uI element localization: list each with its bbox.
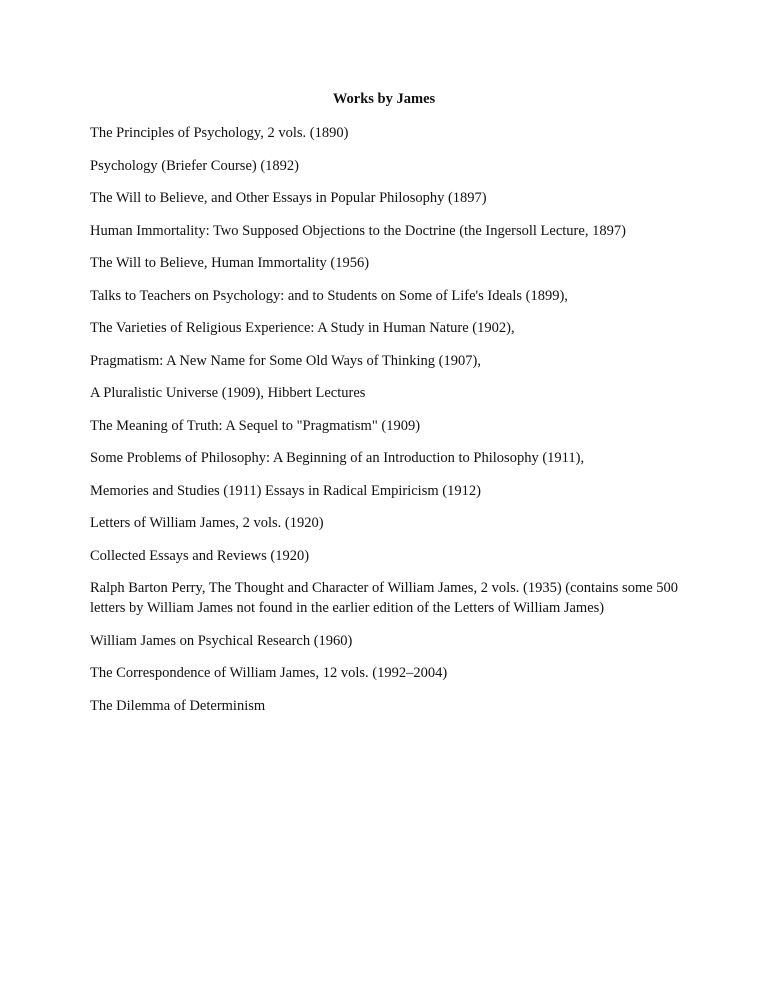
work-item: Some Problems of Philosophy: A Beginning of an Introduction to Philosophy (1911), <box>90 450 585 466</box>
works-list <box>90 123 690 728</box>
work-item: Ralph Barton Perry, The Thought and Character of William James, 2 vols. (1935) (contains some 500 letters by William James not found in the earlier edition of the Letters of William James) <box>90 580 679 616</box>
page-title: Works by James <box>332 91 436 107</box>
work-item: The Will to Believe, Human Immortality (1956) <box>90 255 370 271</box>
work-item: Human Immortality: Two Supposed Objections to the Doctrine (the Ingersoll Lecture, 1897) <box>90 222 626 239</box>
work-item: Talks to Teachers on Psychology: and to Students on Some of Life's Ideals (1899), <box>90 287 568 304</box>
work-item: Collected Essays and Reviews (1920) <box>90 547 310 564</box>
work-item: Psychology (Briefer Course) (1892) <box>90 157 299 174</box>
work-item: A Pluralistic Universe (1909), Hibbert Lectures <box>90 385 366 401</box>
work-item: The Principles of Psychology, 2 vols. (1890) <box>90 125 349 141</box>
work-item: Memories and Studies (1911) Essays in Radical Empiricism (1912) <box>90 482 481 499</box>
work-item: The Meaning of Truth: A Sequel to "Pragmatism" (1909) <box>90 417 421 434</box>
work-item: The Dilemma of Determinism <box>90 697 266 714</box>
work-item: The Will to Believe, and Other Essays in Popular Philosophy (1897) <box>90 190 487 206</box>
work-item: Pragmatism: A New Name for Some Old Ways of Thinking (1907), <box>90 352 481 369</box>
work-item: The Correspondence of William James, 12 vols. (1992–2004) <box>90 665 448 681</box>
work-item: William James on Psychical Research (1960) <box>90 632 353 649</box>
work-item: The Varieties of Religious Experience: A Study in Human Nature (1902), <box>90 320 515 336</box>
work-item: Letters of William James, 2 vols. (1920) <box>90 515 324 531</box>
